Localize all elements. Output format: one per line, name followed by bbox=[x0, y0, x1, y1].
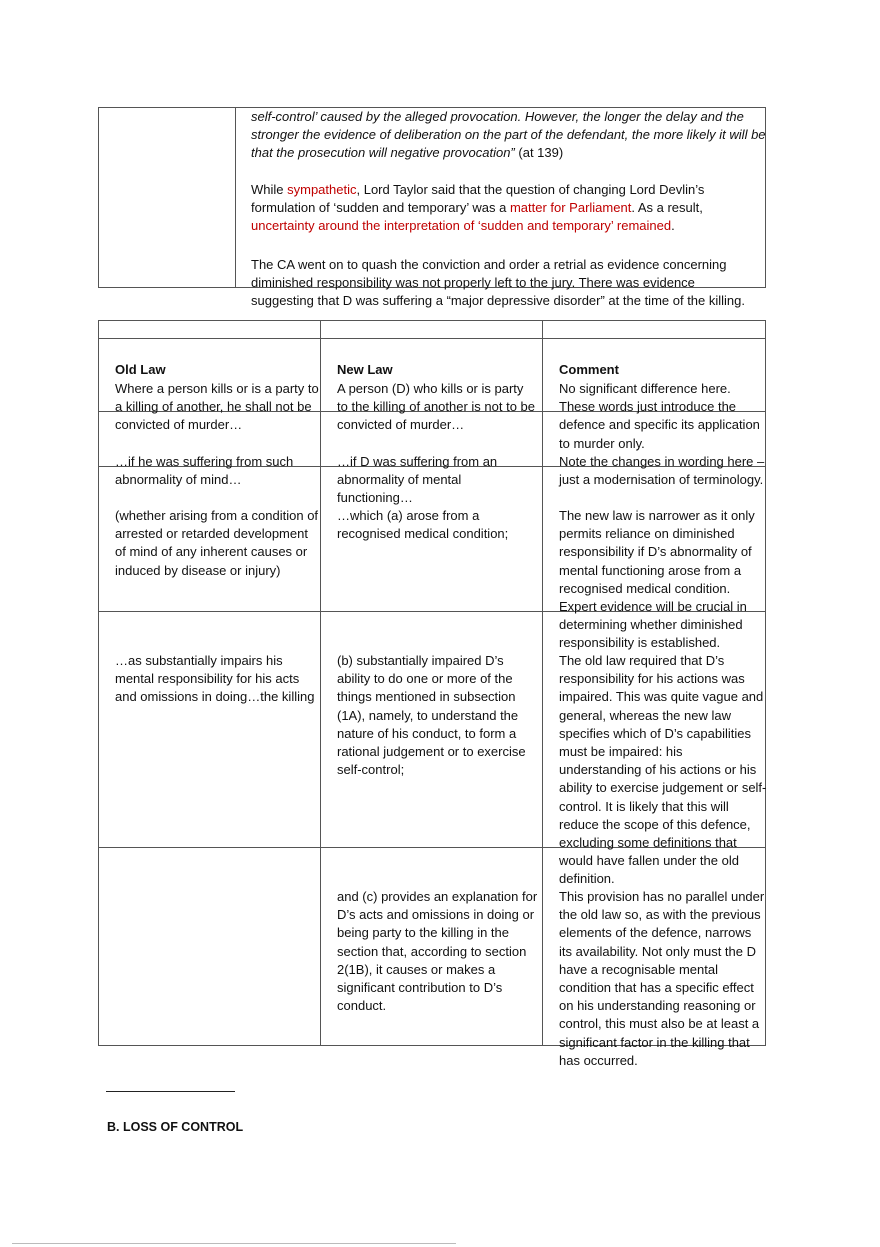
highlight-uncertainty: uncertainty around the interpretation of ‘sudden and temporary’ remained bbox=[251, 218, 672, 234]
para-text: While bbox=[251, 182, 288, 197]
row2-old: …if he was suffering from such abnormality of mind… bbox=[115, 454, 294, 488]
top-table-border-left bbox=[98, 107, 99, 288]
row1-new: A person (D) who kills or is party to the killing of another is not to be convicted of murder… bbox=[337, 381, 536, 433]
header-old-law: Old Law bbox=[115, 362, 166, 377]
quote-text: self-control’ caused by the alleged provocation. However, the longer the delay and the stronger the evidence of deliberation on the part of the defendant, the more likely it will be that the prosecution will negative provocation” bbox=[251, 109, 766, 161]
row2-comment: Note the changes in wording here – just a modernisation of terminology. bbox=[559, 454, 765, 488]
row2-old-extra: (whether arising from a condition of arrested or retarded development of mind of any inherent causes or induced by disease or injury) bbox=[115, 508, 319, 578]
row3-new: (b) substantially impaired D’s ability to do one or more of the things mentioned in subsection (1A), namely, to understand the nature of his conduct, to form a rational judgement or to exercise self-control; bbox=[337, 653, 526, 778]
highlight-parliament: matter for Parliament bbox=[509, 200, 632, 216]
row2-comment-extra: The new law is narrower as it only permits reliance on diminished responsibility if D’s abnormality of mental functioning arose from a recognised medical condition. Expert evidence will be crucial in determining whether diminished responsibility is established. bbox=[559, 508, 755, 651]
row3-comment: The old law required that D’s responsibility for his actions was impaired. This was quite vague and general, whereas the new law specifies which of D’s capabilities must be impaired: his understanding of his actions or his ability to exercise judgement or self-control. It is likely that this will reduce the scope of this defence, excluding some definitions that would have fallen under the old definition. bbox=[559, 653, 767, 887]
footnote-separator bbox=[106, 1091, 235, 1092]
row4-comment: This provision has no parallel under the old law so, as with the previous elements of the defence, narrows its availability. Not only must the D have a recognisable mental condition that has a specific effect on his understanding reasoning or control, this must also be at least a significant factor in the killing that has occurred. bbox=[559, 889, 765, 1068]
retrial-paragraph: The CA went on to quash the conviction and order a retrial as evidence concerning diminished responsibility was not properly left to the jury. There was evidence suggesting that D was suffering a “major depressive disorder” at the time of the killing. bbox=[251, 257, 745, 309]
row2-new-extra: …which (a) arose from a recognised medical condition; bbox=[337, 508, 509, 542]
comparison-border-left bbox=[98, 320, 99, 1046]
top-table-divider bbox=[235, 107, 236, 288]
para-text: . As a result, bbox=[631, 200, 703, 216]
row1-comment: No significant difference here. These words just introduce the defence and specific its application to murder only. bbox=[559, 381, 760, 451]
row3-old: …as substantially impairs his mental responsibility for his acts and omissions in doing…the killing bbox=[115, 653, 315, 705]
section-heading: B. LOSS OF CONTROL bbox=[107, 1120, 244, 1134]
para-text: , Lord Taylor said that the question of changing Lord Devlin’s formulation of ‘sudden and temporary’ was a bbox=[251, 182, 705, 216]
row1-old: Where a person kills or is a party to a killing of another, he shall not be convicted of murder… bbox=[115, 381, 319, 433]
comparison-header-line bbox=[98, 338, 766, 339]
quote-citation: (at 139) bbox=[518, 145, 564, 161]
comparison-border-top bbox=[98, 320, 766, 321]
row2-new: …if D was suffering from an abnormality of mental functioning… bbox=[337, 454, 498, 506]
para-text: . bbox=[671, 218, 675, 234]
highlight-sympathetic: sympathetic bbox=[287, 182, 357, 197]
header-comment: Comment bbox=[559, 362, 619, 377]
header-new-law: New Law bbox=[337, 362, 393, 377]
row4-new: and (c) provides an explanation for D’s acts and omissions in doing or being party to the killing in the section that, according to section 2(1B), it causes or makes a significant contribution to D’s conduct. bbox=[337, 889, 538, 1014]
page-bottom-rule bbox=[12, 1243, 456, 1244]
lord-taylor-paragraph bbox=[251, 181, 751, 236]
quote-paragraph bbox=[251, 108, 767, 163]
